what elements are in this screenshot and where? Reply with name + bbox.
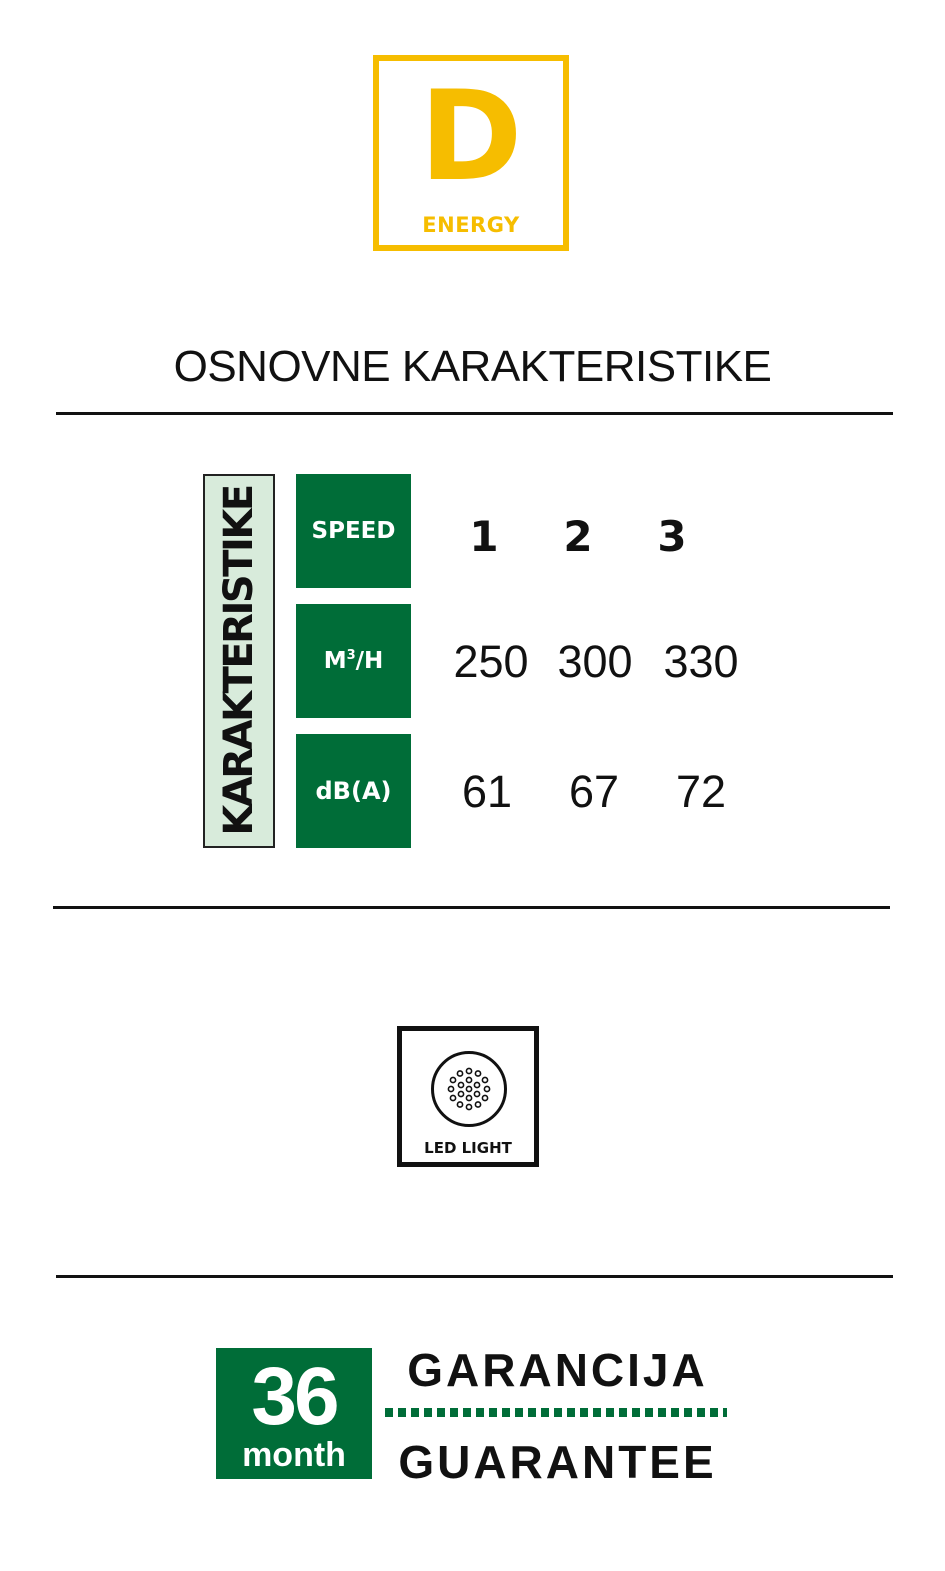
- noise-value-1: 61: [461, 766, 513, 817]
- noise-header-label: dB(A): [315, 777, 392, 805]
- noise-value-3: 72: [675, 766, 727, 817]
- speed-header-cell: [296, 474, 411, 588]
- divider-middle: [53, 906, 890, 909]
- section-title: OSNOVNE KARAKTERISTIKE: [173, 342, 772, 391]
- airflow-header-label: $M^3/H$: [323, 648, 384, 674]
- energy-class-letter: D: [419, 65, 523, 209]
- guarantee-number: 36: [251, 1351, 337, 1442]
- guarantee-text-english: GUARANTEE: [398, 1436, 717, 1488]
- noise-value-2: 67: [568, 766, 620, 817]
- speed-value-1: 1: [469, 512, 499, 561]
- energy-class-badge: [373, 55, 569, 251]
- divider-bottom: [56, 1275, 893, 1278]
- airflow-value-2: 300: [557, 636, 633, 687]
- airflow-header-cell: [296, 604, 411, 718]
- speed-value-3: 3: [657, 512, 687, 561]
- guarantee-dotted-divider: [385, 1408, 727, 1417]
- specs-side-label-box: [203, 474, 275, 848]
- airflow-value-1: 250: [453, 636, 529, 687]
- noise-header-cell: [296, 734, 411, 848]
- specs-side-label: KARAKTERISTIKE: [216, 486, 262, 836]
- led-light-icon: [431, 1051, 507, 1127]
- energy-label: ENERGY: [422, 213, 520, 237]
- guarantee-badge: [216, 1348, 372, 1479]
- guarantee-unit: month: [242, 1436, 346, 1474]
- divider-top: [56, 412, 893, 415]
- led-light-badge: [397, 1026, 539, 1167]
- speed-value-2: 2: [563, 512, 593, 561]
- led-light-label: LED LIGHT: [424, 1139, 512, 1157]
- speed-header-label: SPEED: [311, 518, 396, 544]
- airflow-value-3: 330: [663, 636, 739, 687]
- guarantee-text-local: GARANCIJA: [407, 1344, 708, 1396]
